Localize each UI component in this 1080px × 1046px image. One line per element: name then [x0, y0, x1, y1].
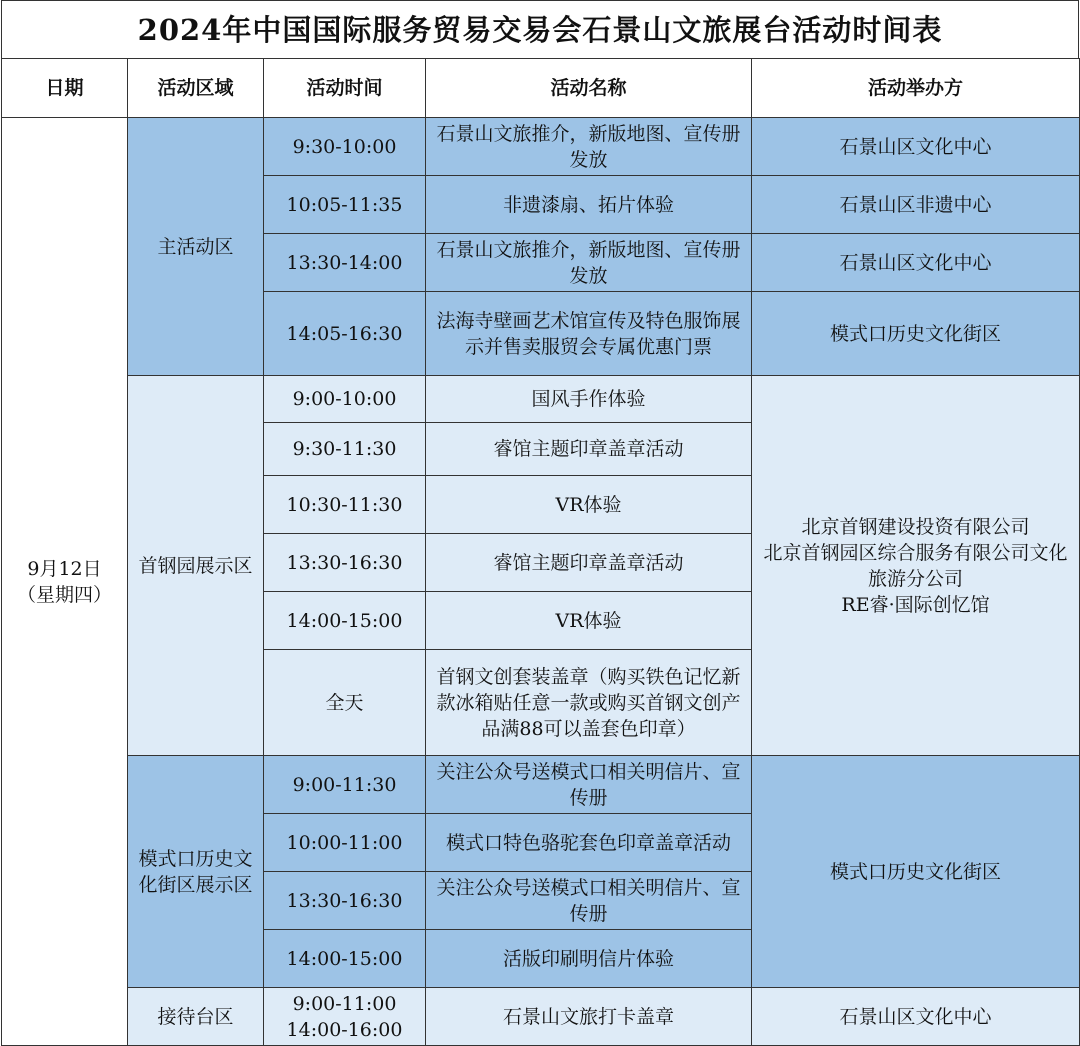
table-row [2, 988, 1080, 1046]
area-reception: 接待台区 [128, 988, 264, 1046]
activity-name: 国风手作体验 [426, 376, 752, 423]
activity-name: 首钢文创套装盖章（购买铁色记忆新款冰箱贴任意一款或购买首钢文创产品满88可以盖套色印章） [426, 650, 752, 756]
time-cell: 14:00-15:00 [264, 592, 426, 650]
area-shougang: 首钢园展示区 [128, 376, 264, 756]
organizer-cell: 石景山区文化中心 [752, 234, 1080, 292]
activity-name: 法海寺壁画艺术馆宣传及特色服饰展示并售卖服贸会专属优惠门票 [426, 292, 752, 376]
organizer-line: RE睿·国际创忆馆 [841, 593, 990, 616]
time-cell: 9:30-11:30 [264, 423, 426, 476]
time-cell: 13:30-14:00 [264, 234, 426, 292]
table-row [2, 756, 1080, 814]
header-row [2, 59, 1080, 118]
time-cell: 13:30-16:30 [264, 872, 426, 930]
time-cell: 10:30-11:30 [264, 476, 426, 534]
time-cell: 13:30-16:30 [264, 534, 426, 592]
time-cell [264, 988, 426, 1046]
header-date: 日期 [2, 59, 128, 118]
area-main: 主活动区 [128, 118, 264, 376]
area-moshikou: 模式口历史文化街区展示区 [128, 756, 264, 988]
organizer-cell: 石景山区非遗中心 [752, 176, 1080, 234]
activity-name: 睿馆主题印章盖章活动 [426, 534, 752, 592]
page-title: 2024年中国国际服务贸易交易会石景山文旅展台活动时间表 [1, 0, 1079, 58]
time-line: 14:00-16:00 [286, 1018, 403, 1041]
activity-name: 睿馆主题印章盖章活动 [426, 423, 752, 476]
time-cell: 9:00-10:00 [264, 376, 426, 423]
activity-name: 关注公众号送模式口相关明信片、宣传册 [426, 872, 752, 930]
date-day: 9月12日 [27, 557, 102, 580]
time-cell: 9:00-11:30 [264, 756, 426, 814]
organizer-shougang [752, 376, 1080, 756]
header-area: 活动区域 [128, 59, 264, 118]
activity-name: VR体验 [426, 592, 752, 650]
time-cell: 全天 [264, 650, 426, 756]
time-cell: 14:00-15:00 [264, 930, 426, 988]
header-name: 活动名称 [426, 59, 752, 118]
organizer-cell: 石景山区文化中心 [752, 988, 1080, 1046]
header-time: 活动时间 [264, 59, 426, 118]
activity-name: 关注公众号送模式口相关明信片、宣传册 [426, 756, 752, 814]
activity-name: 模式口特色骆驼套色印章盖章活动 [426, 814, 752, 872]
activity-name: VR体验 [426, 476, 752, 534]
time-cell: 10:00-11:00 [264, 814, 426, 872]
header-organizer: 活动举办方 [752, 59, 1080, 118]
organizer-line: 北京首钢建设投资有限公司 [801, 515, 1030, 538]
time-cell: 14:05-16:30 [264, 292, 426, 376]
table-row [2, 376, 1080, 423]
organizer-cell: 石景山区文化中心 [752, 118, 1080, 176]
table-row [2, 118, 1080, 176]
activity-name: 石景山文旅打卡盖章 [426, 988, 752, 1046]
time-cell: 10:05-11:35 [264, 176, 426, 234]
date-weekday: （星期四） [16, 583, 112, 606]
time-line: 9:00-11:00 [292, 992, 397, 1015]
activity-name: 非遗漆扇、拓片体验 [426, 176, 752, 234]
organizer-line: 北京首钢园区综合服务有限公司文化旅游分公司 [763, 541, 1068, 590]
date-cell [2, 118, 128, 1046]
organizer-moshikou: 模式口历史文化街区 [752, 756, 1080, 988]
activity-name: 活版印刷明信片体验 [426, 930, 752, 988]
activity-name: 石景山文旅推介，新版地图、宣传册发放 [426, 234, 752, 292]
activity-name: 石景山文旅推介，新版地图、宣传册发放 [426, 118, 752, 176]
time-cell: 9:30-10:00 [264, 118, 426, 176]
schedule-table [1, 58, 1080, 1046]
organizer-cell: 模式口历史文化街区 [752, 292, 1080, 376]
